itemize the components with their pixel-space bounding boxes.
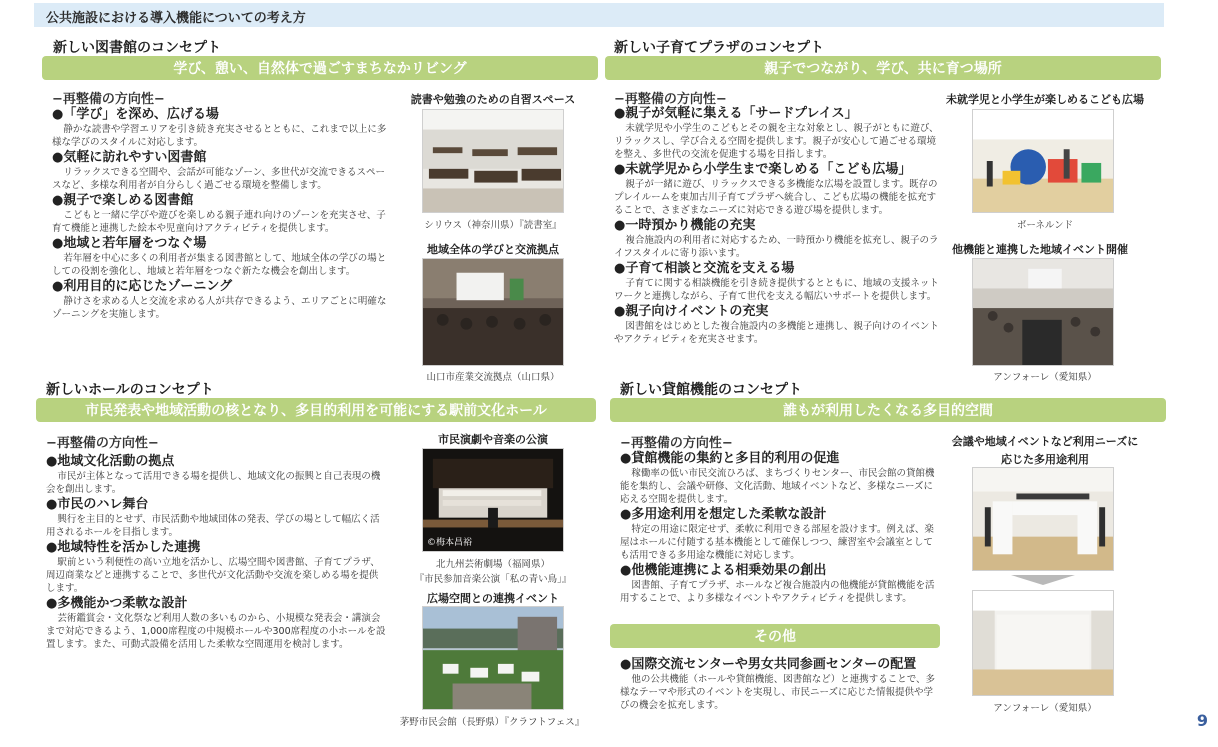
hall-item: ●多機能かつ柔軟な設計 芸術鑑賞会・文化祭など利用人数の多いものから、小規模な発表会・講演会まで対応できるよう、1,000席程度の中規模ホールや300席程度の小ホールを設置します。また、可動式設備を活用した柔軟な空間運用を検討します。 (46, 596, 386, 650)
library-exchange-hall-photo (422, 258, 564, 366)
other-item: ●国際交流センターや男女共同参画センターの配置 他の公共機能（ホールや貸館機能、図書館など）と連携することで、多様なテーマや形式のイベントを実現し、市民ニーズに応じた情報提供や学びの機会を拡充します。 (620, 657, 936, 711)
hall-section-title: 新しいホールのコンセプト (46, 382, 214, 398)
library-section-title: 新しい図書館のコンセプト (53, 40, 221, 56)
rental-item: ●多用途利用を想定した柔軟な設計 特定の用途に限定せず、柔軟に利用できる部屋を設けます。例えば、楽屋はホールに付随する基本機能として確保しつつ、練習室や会議室としても活用できる多用途な機能に対応します。 (620, 507, 934, 561)
hall-photo1-caption-bottom2: 『市民参加音楽公演「私の青い鳥」』 (414, 574, 572, 585)
library-item: ●親子で楽しめる図書館 こどもと一緒に学びや遊びを楽しめる親子連れ向けのゾーンを充実させ、子育て機能と連携した絵本や児童向けアクティビティを提供します。 (52, 193, 386, 234)
childcare-item: ●親子向けイベントの充実 図書館をはじめとした複合施設内の多機能と連携し、親子向けのイベントやアクティビティを充実させます。 (614, 304, 939, 345)
rental-photo-caption-top1: 会議や地域イベントなど利用ニーズに (951, 435, 1139, 448)
hall-photo2-caption-bottom: 茅野市民会館（長野県）『クラフトフェス』 (399, 717, 585, 728)
rental-open-space-photo (972, 590, 1114, 696)
childcare-item: ●親子が気軽に集える「サードプレイス」 未就学児や小学生のこどもとその親を主な対象とし、親子がともに遊び、リラックスし、学び合える空間を提供します。親子が安心して過ごせる環境を整え、多世代の交流を促進する場を目指します。 (614, 106, 939, 160)
library-photo2-caption-top: 地域全体の学びと交流拠点 (427, 243, 559, 256)
library-items (52, 106, 390, 322)
childcare-play-area-photo (972, 109, 1114, 213)
arrow-down-icon (1011, 575, 1075, 585)
rental-policy-heading: −再整備の方向性− (620, 436, 733, 451)
childcare-policy-heading: −再整備の方向性− (614, 92, 727, 107)
childcare-item: ●一時預かり機能の充実 複合施設内の利用者に対応するため、一時預かり機能を拡充し、親子のライフスタイルに寄り添います。 (614, 218, 939, 259)
rental-items (620, 450, 938, 606)
childcare-event-photo (972, 258, 1114, 366)
hall-policy-heading: −再整備の方向性− (46, 436, 159, 451)
rental-meeting-room-photo (972, 467, 1114, 571)
rental-section-title: 新しい貸館機能のコンセプト (620, 382, 802, 398)
hall-item: ●地域特性を活かした連携 駅前という利便性の高い立地を活かし、広場空間や図書館、子育てプラザ、周辺商業などと連携することで、多世代が文化活動や交流を楽しめる場を提供します。 (46, 540, 380, 594)
library-item: ●利用目的に応じたゾーニング 静けさを求める人と交流を求める人が共存できるよう、エリアごとに明確なゾーニングを実施します。 (52, 279, 387, 320)
childcare-photo1-caption-top: 未就学児と小学生が楽しめるこども広場 (946, 93, 1144, 106)
hall-items (46, 453, 386, 652)
hall-photo1-credit: ©梅本昌裕 (427, 538, 473, 548)
other-banner: その他 (610, 624, 940, 648)
library-item: ●気軽に訪れやすい図書館 リラックスできる空間や、会話が可能なゾーン、多世代が交流できるスペースなど、多様な利用者が自分らしく過ごせる環境を整備します。 (52, 150, 385, 191)
childcare-item: ●未就学児から小学生まで楽しめる「こども広場」 親子が一緒に遊び、リラックスできる多機能な広場を設置します。既存のプレイルームを東加古川子育てプラザへ統合し、こども広場の機能を拡充することで、さまざまなニーズに対応できる遊び場を提供します。 (614, 162, 938, 216)
hall-photo2-caption-top: 広場空間との連携イベント (427, 592, 559, 605)
hall-item: ●地域文化活動の拠点 市民が主体となって活用できる場を提供し、地域文化の振興と自己表現の機会を創出します。 (46, 454, 381, 495)
library-photo2-caption-bottom: 山口市産業交流拠点（山口県） (426, 372, 560, 383)
childcare-photo2-caption-top: 他機能と連携した地域イベント開催 (952, 243, 1128, 256)
hall-photo1-caption-top: 市民演劇や音楽の公演 (438, 433, 548, 446)
hall-banner: 市民発表や地域活動の核となり、多目的利用を可能にする駅前文化ホール (36, 398, 596, 422)
childcare-banner: 親子でつながり、学び、共に育つ場所 (605, 56, 1161, 80)
rental-item: ●他機能連携による相乗効果の創出 図書館、子育てプラザ、ホールなど複合施設内の他機能が貸館機能を活用することで、より多様なイベントやアクティビティを提供します。 (620, 563, 935, 604)
page-header-title: 公共施設における導入機能についての考え方 (46, 11, 306, 26)
library-photo1-caption-top: 読書や勉強のための自習スペース (410, 93, 576, 106)
other-items (620, 656, 938, 713)
library-item: ●地域と若年層をつなぐ場 若年層を中心に多くの利用者が集まる図書館として、地域全体の学びの場としての役割を強化し、地域と若年層をつなぐ新たな機会を創出します。 (52, 236, 387, 277)
childcare-items (614, 105, 940, 347)
library-banner: 学び、憩い、自然体で過ごすまちなかリビング (42, 56, 598, 80)
hall-concert-photo (422, 448, 564, 552)
page-header (34, 3, 1164, 27)
rental-photo-caption-bottom: アンフォーレ（愛知県） (993, 703, 1097, 714)
childcare-item: ●子育て相談と交流を支える場 子育てに関する相談機能を引き続き提供するとともに、地域の支援ネットワークと連携しながら、子育て世代を支える幅広いサポートを提供します。 (614, 261, 939, 302)
hall-plaza-event-photo (422, 606, 564, 710)
page-number: 9 (1196, 711, 1208, 730)
library-photo1-caption-bottom: シリウス（神奈川県）『読書室』 (424, 220, 562, 231)
library-study-room-photo (422, 109, 564, 213)
rental-item: ●貸館機能の集約と多目的利用の促進 稼働率の低い市民交流ひろば、まちづくりセンター、市民会館の貸館機能を集約し、会議や研修、文化活動、地域イベントなど、多様なニーズに応える空間を提供します。 (620, 451, 935, 505)
childcare-photo2-caption-bottom: アンフォーレ（愛知県） (993, 372, 1097, 383)
hall-item: ●市民のハレ舞台 興行を主目的とせず、市民活動や地域団体の発表、学びの場として幅広く活用されるホールを目指します。 (46, 497, 380, 538)
library-policy-heading: −再整備の方向性− (52, 92, 165, 107)
childcare-section-title: 新しい子育てプラザのコンセプト (614, 40, 824, 56)
library-item: ●「学び」を深め、広げる場 静かな読書や学習エリアを引き続き充実させるとともに、これまで以上に多様な学びのスタイルに対応します。 (52, 107, 387, 148)
hall-photo1-caption-bottom1: 北九州芸術劇場（福岡県） (435, 559, 550, 570)
rental-banner: 誰もが利用したくなる多目的空間 (610, 398, 1166, 422)
childcare-photo1-caption-bottom: ボーネルンド (1016, 220, 1074, 231)
rental-photo-caption-top2: 応じた多用途利用 (1001, 453, 1089, 466)
